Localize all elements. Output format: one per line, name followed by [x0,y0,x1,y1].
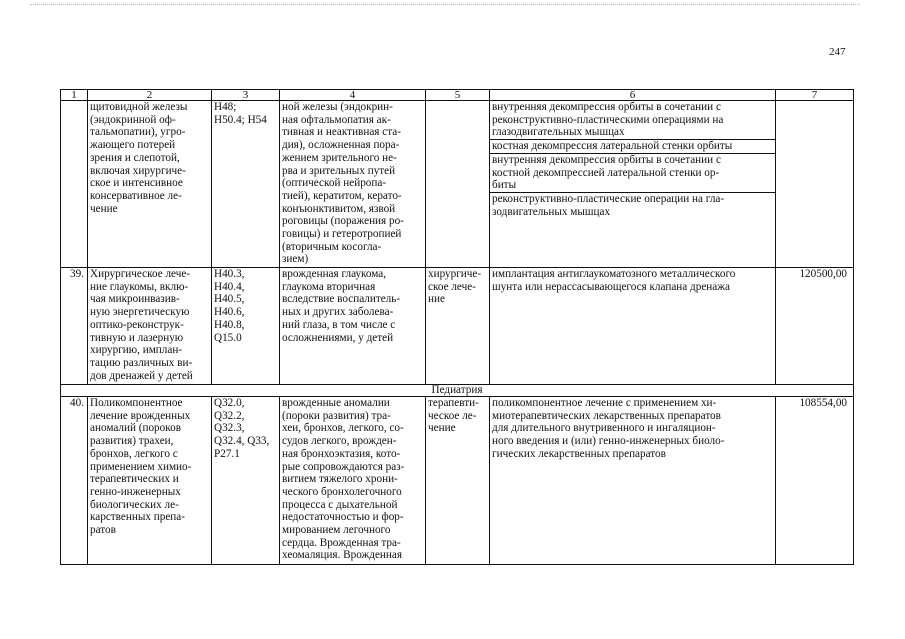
row-number: 40. [61,397,88,565]
text-line: костная декомпрессия латеральной стенки орбиты [492,140,733,153]
text-line: ного введения и (или) генно-инженерных биоло- [492,435,725,448]
method-item [490,140,775,154]
text-line: щитовидной железы [90,101,188,113]
text-line: рые сопровождаются раз- [282,460,405,473]
icd-codes-cell [212,101,280,268]
condition-cell [280,397,426,565]
text-line: аномалий (пороков [90,422,181,435]
text-line: поликомпонентное лечение с применением хи- [492,397,717,409]
text-line: лечение врожденных [90,409,191,422]
text-line: хеи, бронхов, легкого, со- [282,422,404,435]
text-line: реконструктивно-пластическими операциями на [492,113,724,126]
method-cell [490,397,776,565]
text-line: врожденная глаукома, [282,268,387,280]
table-row-40 [61,397,854,565]
text-line: (вторичным косогла- [282,240,382,253]
text-line: ратов [90,524,116,537]
text-line: недостаточностью и фор- [282,511,404,524]
text-line: тальмопатии), угро- [90,126,186,139]
method-cell [490,101,776,268]
text-line: Q32.2, [214,409,245,422]
page-number: 247 [829,46,846,58]
text-line: ние [428,293,445,306]
text-line: гических лекарственных препаратов [492,447,666,460]
text-line: (пороки развития) тра- [282,409,391,422]
text-line: применением химио- [90,460,192,473]
text-line: бронхов, легкого с [90,447,178,460]
text-line: конъюнктивитом, язвой [282,202,396,215]
text-line: миотерапевтических лекарственных препаратов [492,409,721,422]
text-line: тацию различных ви- [90,356,193,369]
text-line: H40.5, [214,293,245,306]
treatment-type-cell [426,397,490,565]
text-line: (оптической нейропа- [282,177,387,190]
text-line: жающего потерей [90,139,176,152]
text-line: судов легкого, врожден- [282,435,397,448]
icd-codes-cell [212,268,280,385]
column-header: 3 [212,90,280,101]
care-type-cell [88,397,212,565]
text-line: оптико-реконструк- [90,318,184,331]
text-line: Q15.0 [214,331,242,344]
text-line: хеомаляция. Врожденная [282,549,403,562]
text-line: костной декомпрессией латеральной стенки ор- [492,166,720,179]
text-line: рва и зрительных путей [282,164,396,177]
section-row [61,385,854,397]
text-line: хирургиче- [428,268,482,280]
condition-cell [280,101,426,268]
text-line: H40.3, [214,268,245,280]
text-line: чение [90,202,118,215]
text-line: внутренняя декомпрессия орбиты в сочетании с [492,101,721,113]
table-row-39 [61,268,854,385]
text-line: биты [492,179,517,192]
text-line: ной железы (эндокрин- [282,101,393,113]
text-line: говицы) и гетеротропией [282,228,402,241]
price-cell [776,101,854,268]
method-cell [490,268,776,385]
text-line: Q32.0, [214,397,245,409]
column-header: 1 [61,90,88,101]
text-line: ная бронхоэктазия, кото- [282,447,401,460]
text-line: ная офтальмопатия ак- [282,113,391,126]
text-line: чение [428,422,456,435]
text-line: генно-инженерных [90,485,181,498]
text-line: H40.8, [214,318,245,331]
treatment-type-cell [426,101,490,268]
text-line: H40.4, [214,280,245,293]
column-header: 6 [490,90,776,101]
column-header: 2 [88,90,212,101]
text-line: ское и интенсивное [90,177,183,190]
condition-cell [280,268,426,385]
text-line: чая микроинвазив- [90,293,180,306]
text-line: тивная и неактивная ста- [282,126,401,139]
text-line: осложнениями, у детей [282,331,394,344]
text-line: зодвигательных мышцах [492,205,611,218]
column-header: 5 [426,90,490,101]
text-line: зием) [282,253,309,266]
text-line: биологических ле- [90,498,179,511]
method-item [490,193,775,218]
text-line: Поликомпонентное [90,397,183,409]
section-title: Педиатрия [61,385,854,397]
text-line: мированием легочного [282,524,391,537]
text-line: зрения и слепотой, [90,151,180,164]
price-cell: 108554,00 [776,397,854,565]
text-line: сердца. Врожденная тра- [282,536,401,549]
text-line: глаукома вторичная [282,280,376,293]
text-line: ние глаукомы, вклю- [90,280,189,293]
text-line: включая хирургиче- [90,164,186,177]
text-line: тией), кератитом, керато- [282,189,402,202]
text-line: вследствие воспалитель- [282,293,401,306]
table-row-continued [61,101,854,268]
treatment-type-cell [426,268,490,385]
text-line: ную энергетическую [90,306,190,319]
text-line: ское лече- [428,280,476,293]
text-line: шунта или нерассасывающегося клапана дренажа [492,280,730,293]
text-line: тивную и лазерную [90,331,184,344]
price-cell: 120500,00 [776,268,854,385]
text-line: Q32.3, [214,422,245,435]
row-number: 39. [61,268,88,385]
text-line: реконструктивно-пластические операции на гла- [492,192,725,205]
text-line: ных и других заболева- [282,306,394,319]
text-line: глазодвигательных мышцах [492,126,625,139]
text-line: развития) трахеи, [90,435,174,448]
text-line: для длительного внутривенного и ингаляцион- [492,422,716,435]
text-line: H40.6, [214,306,245,319]
text-line: терапевтических и [90,473,179,486]
column-number-row [61,90,854,101]
medical-care-table [60,89,854,565]
text-line: ческого бронхолегочного [282,485,402,498]
text-line: карственных препа- [90,511,185,524]
column-header: 7 [776,90,854,101]
care-type-cell [88,268,212,385]
method-item [490,154,775,193]
method-item [490,101,775,140]
text-line: дия), осложненная пора- [282,139,400,152]
column-header: 4 [280,90,426,101]
text-line: жением зрительного не- [282,151,397,164]
text-line: врожденные аномалии [282,397,390,409]
text-line: Q32.4, Q33, [214,435,270,448]
text-line: H50.4; H54 [214,113,267,126]
row-number-cell [61,101,88,268]
text-line: хирургию, имплан- [90,344,183,357]
text-line: H48; [214,101,237,113]
care-type-cell [88,101,212,268]
text-line: имплантация антиглаукоматозного металлического [492,268,736,280]
text-line: консервативное ле- [90,189,182,202]
text-line: ний глаза, в том числе с [282,318,396,331]
text-line: витием тяжелого хрони- [282,473,398,486]
text-line: (эндокринной оф- [90,113,176,126]
text-line: процесса с дыхательной [282,498,398,511]
text-line: роговицы (поражения ро- [282,215,404,228]
text-line: дов дренажей у детей [90,369,193,382]
scan-top-edge [30,4,860,5]
icd-codes-cell [212,397,280,565]
text-line: P27.1 [214,447,240,460]
text-line: терапевти- [428,397,479,409]
text-line: Хирургическое лече- [90,268,191,280]
text-line: ческое ле- [428,409,477,422]
text-line: внутренняя декомпрессия орбиты в сочетании с [492,153,721,166]
